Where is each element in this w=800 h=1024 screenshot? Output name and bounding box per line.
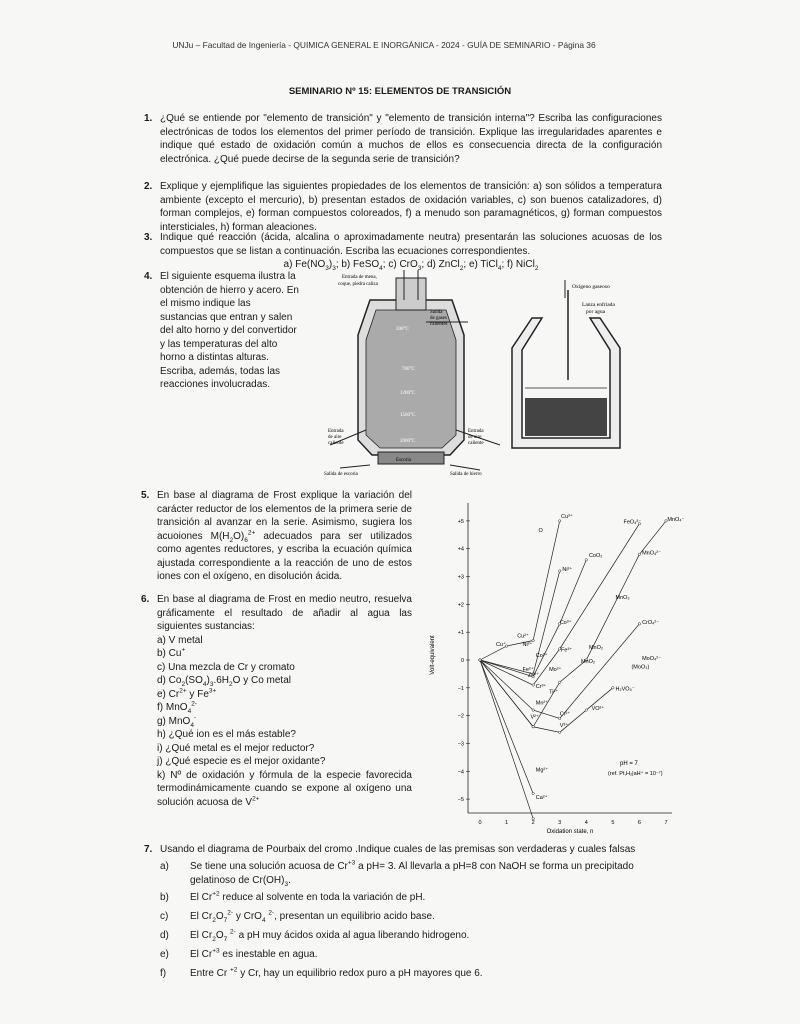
y-tick-label: −4 <box>457 769 464 776</box>
x-tick-label: 1 <box>505 820 509 826</box>
species-label-mn2: Mn²⁺ <box>535 700 549 707</box>
species-label-feo4: FeO₄²⁻ <box>623 519 642 526</box>
question-5 <box>141 489 412 584</box>
slag-outlet-line <box>340 465 370 468</box>
data-point-cr <box>532 709 534 711</box>
species-label-v3: V³⁺ <box>559 722 569 729</box>
oxygen-label: Oxígeno gaseoso <box>572 284 610 290</box>
temp-1200: 1200°C <box>400 391 416 396</box>
y-tick-label: +4 <box>457 546 464 553</box>
series-line-v <box>480 660 613 732</box>
data-point-v <box>532 726 534 728</box>
x-tick-label: 4 <box>584 820 588 826</box>
y-tick-label: −1 <box>457 685 464 692</box>
species-label-mno4: MnO₄⁻ <box>667 516 685 523</box>
data-point-mg <box>532 792 534 794</box>
species-label-h2vo4: H₂VO₄⁻ <box>615 686 635 693</box>
species-label-mg2: Mg²⁺ <box>535 767 549 774</box>
species-label-mno2b: MnO₂ <box>580 658 596 665</box>
x-axis-label: Oxidation state, n <box>546 829 594 835</box>
species-label-mo: (MoO₃) <box>631 664 650 671</box>
species-label-cro3: CrO₄²⁻ <box>642 619 660 626</box>
data-point-co <box>585 559 587 561</box>
item-a: a) V metal <box>157 634 203 646</box>
data-point-mn <box>638 553 640 555</box>
temp-200: 200°C <box>396 327 409 332</box>
temp-1500: 1500°C <box>400 413 416 418</box>
lance-label: Lanza enfriada <box>582 302 615 308</box>
data-point-v <box>559 731 561 733</box>
furnace-base <box>378 452 444 464</box>
gas-label: Salida <box>430 310 443 315</box>
x-tick-label: 3 <box>558 820 562 826</box>
subscript: 2 <box>229 536 234 544</box>
species-label-co2: Co²⁺ <box>535 653 548 660</box>
y-axis-label: Volt-equivalent <box>430 635 436 675</box>
air-label-left-2: de aire <box>328 435 342 440</box>
y-tick-label: 0 <box>460 658 464 664</box>
item-c: c) Una mezcla de Cr y cromato <box>157 661 295 673</box>
question-text: Usando el diagrama de Pourbaix del cromo .Indique cuales de las premisas son verdaderas y cuales falsas <box>160 844 636 855</box>
series-line-mg <box>480 660 533 794</box>
page-header: UNJu – Facultad de Ingeniería - QUIMICA GENERAL E INORGÁNICA - 2024 - GUÍA DE SEMINARIO - Página 36 <box>172 40 596 50</box>
feed-label-2: coque, piedra caliza <box>338 282 378 287</box>
item-k: k) Nº de oxidación y fórmula de la especie favorecida termodinámicamente cuando se expone al oxígeno una solución acuosa de $V^{2+}$ <box>157 769 412 808</box>
question-text: En base al diagrama de Frost en medio neutro, resuelva gráficamente el resultado de añadir al agua las siguientes sustancias: <box>157 594 412 632</box>
data-point-mn <box>559 681 561 683</box>
question-number: 6. <box>141 594 150 605</box>
species-label-moo4: MoO₄²⁻ <box>642 656 661 662</box>
series-line-fe <box>480 524 639 685</box>
species-label-vo2: VO²⁺ <box>591 706 605 713</box>
data-point-ca <box>479 659 481 661</box>
question-text: ¿Qué se entiende por "elemento de transición" y "elemento de transición interna"? Escriba las configuraciones electrónicas de todos los elementos del primer período de transición. Explique las irregularidades aparentes e indique qué estado de oxidación común a muchos de ellos es consecuencia directa de la configuración electrónica. ¿Qué puede decirse de la segunda serie de transición? <box>160 113 662 165</box>
data-point-cr <box>638 623 640 625</box>
temp-700: 700°C <box>402 367 415 372</box>
feed-label: Entrada de mena, <box>342 275 377 280</box>
species-label-fe2: Fe²⁺ <box>522 667 534 674</box>
item-g: g) MnO$_4$- <box>157 714 197 729</box>
ref-note: (ref. Pt,H₂|aH⁺ = 10⁻⁷) <box>608 771 663 777</box>
question-text: En base al diagrama de Frost explique la variación del carácter reductor de los elementos de la primera serie de transición al avanzar en la serie. Asimismo, sugiera los acuoiones M(H <box>157 490 412 542</box>
question-6 <box>141 593 412 809</box>
species-label-zn2: Zn²⁺ <box>527 672 539 679</box>
air-label-right-3: caliente <box>468 441 484 446</box>
slag-label: Escoria <box>396 458 411 463</box>
species-label-coo2: CoO₂ <box>588 553 603 560</box>
species-label-cr2: Cr²⁺ <box>559 711 571 718</box>
q7-item-d: d) El $Cr_2O_7$ $^{2-}$ a pH muy ácidos oxida al agua liberando hidrogeno. <box>160 928 470 943</box>
item-j: j) ¿Qué especie es el mejor oxidante? <box>157 756 326 767</box>
furnace-interior <box>366 310 456 448</box>
data-point-v <box>612 687 614 689</box>
species-label-mno2: MnO₂ <box>588 644 604 651</box>
question-text: Indique qué reacción (ácida, alcalina o aproximadamente neutra) presentarán las soluciones acuosas de los compuestos que se listan a continuación. Escriba las ecuaciones correspondientes. <box>160 232 662 257</box>
converter <box>512 280 620 448</box>
y-tick-label: −2 <box>457 713 464 720</box>
q7-item-a: a) Se tiene una solución acuosa de $Cr^{+3}$ a pH= 3. Al llevarla a pH=8 con NaOH se forma un precipitado gelatinoso de $Cr(OH)_3$. <box>160 859 634 888</box>
question-number: 3. <box>144 232 153 243</box>
species-label-mno3: MnO₃ <box>615 594 630 601</box>
blast-furnace-diagram <box>300 270 660 480</box>
frost-diagram <box>420 495 685 835</box>
question-3 <box>144 231 662 272</box>
q7-item-e: e) El $Cr^{+3}$ es inestable en agua. <box>160 947 318 960</box>
ph-note: pH = 7 <box>620 761 638 767</box>
question-text-3: adecuados para ser utilizados como agentes reductores, y escriba la ecuación química ajustada correspondiente a la reacción de uno de estos iones con el oxígeno, en disolución ácida. <box>157 530 412 582</box>
x-tick-label: 5 <box>611 820 615 826</box>
species-label-ca2: Ca²⁺ <box>535 795 548 802</box>
species-label-cu3: Cu³⁺ <box>561 514 573 521</box>
data-point-fe <box>532 684 534 686</box>
y-tick-label: −3 <box>457 741 464 748</box>
lance-label-2: por agua <box>586 309 606 315</box>
question-4 <box>144 270 300 392</box>
item-d: d) $Co_2(SO_4)_3.6H_2O$ y Co metal <box>157 675 291 688</box>
subscript: 6 <box>244 536 248 544</box>
x-tick-label: 0 <box>478 820 482 826</box>
species-label-cr3b: Cr³⁺ <box>535 683 547 690</box>
y-tick-label: +5 <box>457 518 464 525</box>
series-line-ca <box>480 660 533 819</box>
question-number: 2. <box>144 181 153 192</box>
data-point-ca <box>532 817 534 819</box>
species-label-ni2: Ni²⁺ <box>522 642 533 649</box>
question-text: Explique y ejemplifique las siguientes propiedades de los elementos de transición: a) son sólidos a temperatura ambiente (excepto el mercurio), b) presentan estados de oxidación variables, c) son buenos catalizadores, d) forman complejos, e) forman compuestos coloreados, f) a menudo son paramagnéticos, g) forman compuestos intersticiales, h) forman aleaciones. <box>160 181 662 233</box>
species-label-o: O <box>538 528 543 535</box>
superscript: 2+ <box>247 529 256 537</box>
air-label-right-2: de aire <box>468 435 482 440</box>
air-label-left-3: caliente <box>328 441 344 446</box>
question-number: 1. <box>144 113 153 124</box>
species-label-fe3: Fe³⁺ <box>561 647 573 654</box>
species-label-co3: Co³⁺ <box>559 619 572 626</box>
y-tick-label: +2 <box>457 602 464 609</box>
series-line-ni <box>480 571 560 674</box>
question-number: 5. <box>141 490 150 501</box>
q7-item-b: b) El $Cr^{+2}$ reduce al solvente en toda la variación de pH. <box>160 890 426 903</box>
species-label-ti2: Ti²⁺ <box>549 689 559 696</box>
species-label-cu2: Cu²⁺ <box>517 633 529 640</box>
data-point-ni <box>559 570 561 572</box>
species-label-ni3: Ni³⁺ <box>562 566 573 573</box>
air-label-right: Entrada <box>468 429 484 434</box>
question-text: El siguiente esquema ilustra la obtención de hierro y acero. En el mismo indique las sustancias que entran y salen del alto horno y del convertidor y las temperaturas del alto horno a distintas alturas. Escriba, además, todas las reacciones involucradas. <box>160 271 299 390</box>
slag-outlet-label: Salida de escoria <box>324 472 358 477</box>
iron-outlet-label: Salida de hierro <box>450 472 482 477</box>
y-tick-label: +3 <box>457 574 464 581</box>
item-i: i) ¿Qué metal es el mejor reductor? <box>157 742 315 754</box>
species-label-mo2: Mo²⁺ <box>549 667 562 674</box>
q7-item-c: c) El $Cr_2O_7^{2-}$ y CrO$_4$ $^{2-}$, presentan un equilibrio acido base. <box>160 909 435 924</box>
species-label-cu1: Cu⁺ <box>495 642 506 649</box>
item-f: f) MnO$_4^{2-}$ <box>157 700 197 715</box>
x-tick-label: 2 <box>531 820 535 826</box>
temp-2000: 2000°C <box>400 439 416 444</box>
question-7 <box>144 843 720 857</box>
question-number: 7. <box>144 844 153 855</box>
air-label-left: Entrada <box>328 429 344 434</box>
species-label-mno4b: MnO₄²⁻ <box>642 550 661 557</box>
item-e: e) $Cr^{2+}$ y $Fe^{3+}$ <box>157 687 217 700</box>
species-label-v2: V²⁺ <box>530 714 539 721</box>
q7-item-f: f) Entre Cr $^{+2}$ y Cr, hay un equilibrio redox puro a pH mayores que 6. <box>160 966 483 979</box>
converter-melt <box>525 398 607 436</box>
y-tick-label: −5 <box>457 797 464 804</box>
data-point-v <box>585 709 587 711</box>
iron-outlet-line <box>450 465 480 470</box>
q7-items <box>160 860 670 981</box>
x-tick-label: 6 <box>637 820 641 826</box>
furnace-top <box>396 278 426 310</box>
page-title: SEMINARIO Nº 15: ELEMENTOS DE TRANSICIÓN <box>288 86 512 97</box>
item-h: h) ¿Qué ion es el más estable? <box>157 729 296 740</box>
x-tick-label: 7 <box>664 820 668 826</box>
series-line-co <box>480 560 586 677</box>
question-1 <box>144 112 662 166</box>
y-tick-label: +1 <box>457 630 464 637</box>
question-2 <box>144 180 662 234</box>
item-b: b) Cu+ <box>157 646 186 659</box>
gas-label-3: calientes <box>430 322 448 327</box>
question-number: 4. <box>144 271 153 282</box>
question-text-2: O) <box>233 530 245 542</box>
compound-list: a) $Fe(NO_3)_3$; b) FeSO$_4$; c) CrO$_3$; d) ZnCl$_2$; e) TiCl$_4$; f) NiCl$_2$ <box>283 259 539 272</box>
gas-label-2: de gases <box>430 316 447 321</box>
